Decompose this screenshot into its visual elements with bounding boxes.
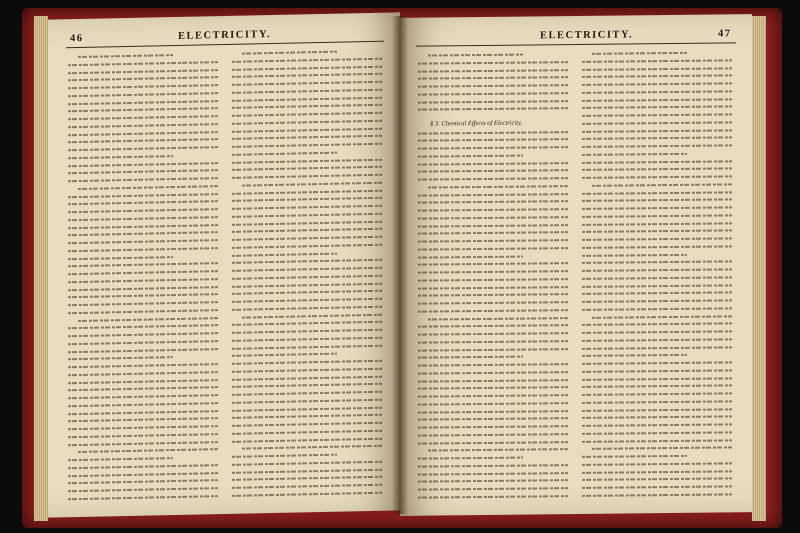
section-heading: § 3. Chemical Effects of Electricity. [430,119,523,128]
right-head-rule [416,42,736,46]
right-page [400,14,752,516]
right-text-column-2 [582,48,732,499]
left-text-column-1 [68,50,218,503]
left-page [48,12,400,517]
page-edges-left [34,16,48,521]
text-line [582,490,732,499]
right-running-head: ELECTRICITY. [540,29,634,42]
left-running-head: ELECTRICITY. [178,29,272,42]
right-page-number: 47 [718,28,732,40]
page-edges-right [752,16,766,521]
text-line [418,492,568,501]
right-text-column-1 [418,50,568,501]
text-line [418,104,568,113]
left-page-number: 46 [70,32,84,45]
left-text-column-2 [232,47,382,500]
book-gutter [392,16,408,514]
